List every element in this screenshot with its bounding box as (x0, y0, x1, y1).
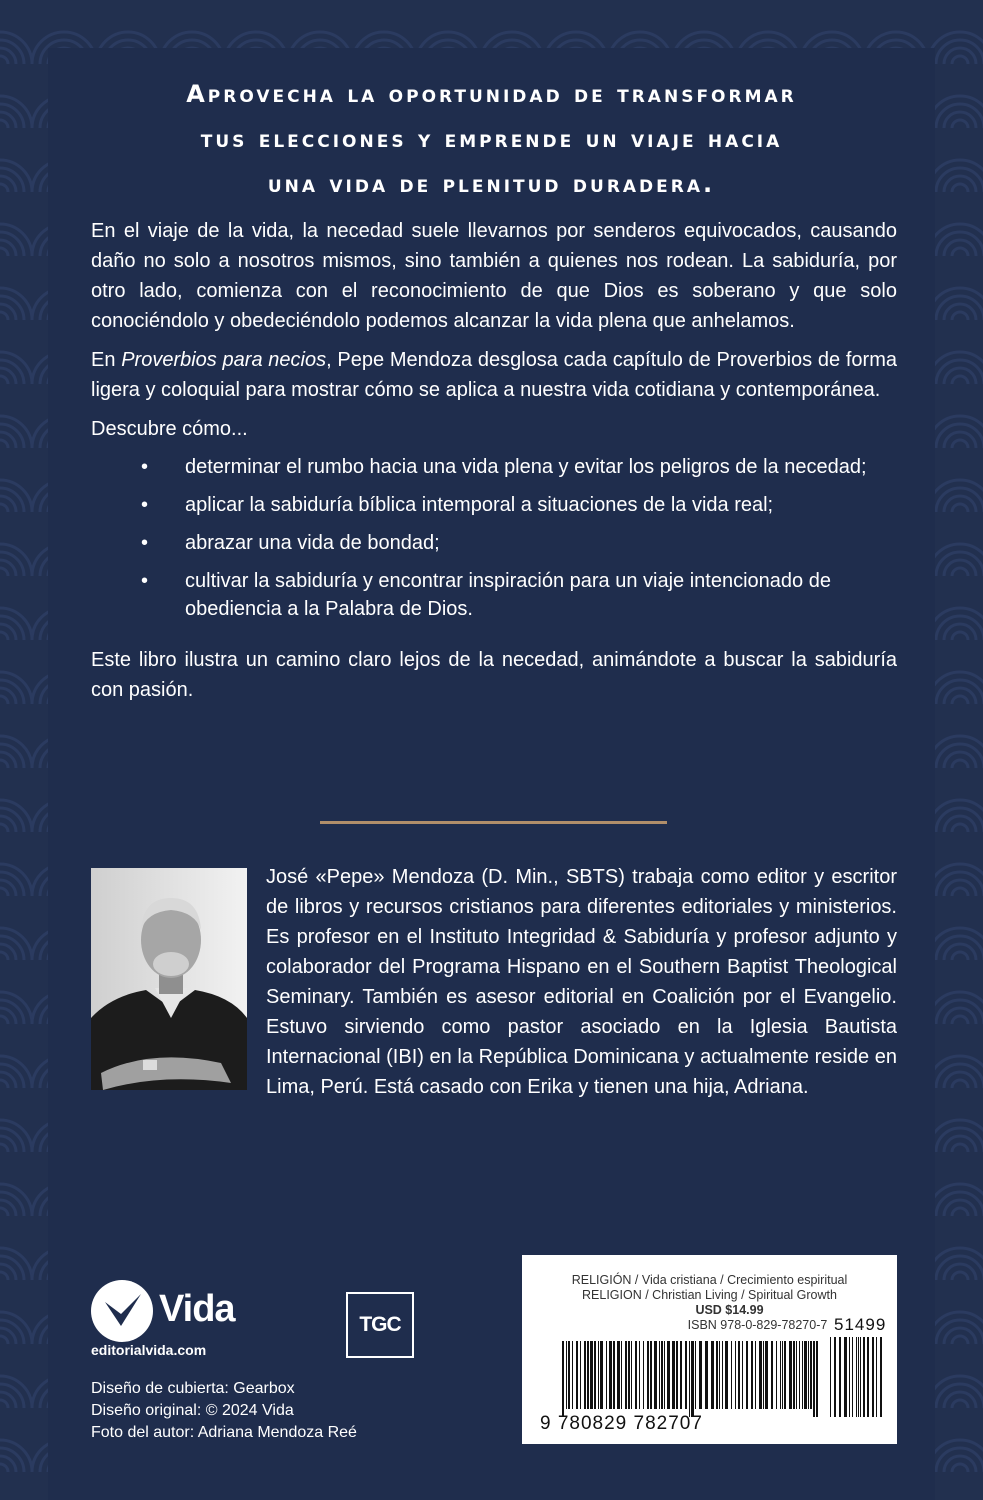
barcode-bar (765, 1341, 768, 1409)
bullet-text: aplicar la sabiduría bíblica intemporal a situaciones de la vida real; (185, 494, 774, 516)
vida-logo-word: Vida (159, 1288, 235, 1330)
barcode-bar (580, 1341, 581, 1409)
barcode-bar (647, 1341, 649, 1409)
credit-cover-design: Diseño de cubierta: Gearbox (91, 1380, 295, 1397)
barcode-bar (600, 1341, 603, 1409)
barcode-bar (711, 1341, 714, 1409)
barcode-bar (780, 1341, 781, 1409)
publisher-url: editorialvida.com (91, 1342, 207, 1358)
barcode-bar (664, 1341, 665, 1409)
barcode-addon-bar (834, 1337, 836, 1417)
barcode-bar (659, 1341, 660, 1409)
pattern-arc (952, 1208, 968, 1216)
pattern-arc (952, 632, 968, 640)
pattern-arc (0, 888, 8, 896)
pattern-arc (0, 440, 8, 448)
price: USD $14.99 (695, 1303, 764, 1317)
pattern-arc (0, 504, 8, 512)
headline-line-1: Aprovecha la oportunidad de transformar (186, 80, 797, 108)
credits (91, 1378, 357, 1444)
discover-heading: Descubre cómo... (91, 418, 248, 440)
headline-line-2: tus elecciones y emprende un viaje hacia (200, 125, 783, 153)
pattern-arc (952, 1464, 968, 1472)
barcode-bar (755, 1341, 756, 1409)
barcode-addon-bar (876, 1337, 877, 1417)
pattern-arc (0, 1016, 8, 1024)
pattern-arc (0, 1336, 8, 1344)
divider-line (320, 821, 667, 824)
barcode-bar (759, 1341, 762, 1409)
headline (48, 72, 935, 207)
barcode-bar (799, 1341, 800, 1409)
isbn: ISBN 978-0-829-78270-7 (687, 1318, 828, 1332)
list-item (91, 491, 897, 519)
pattern-arc (0, 568, 8, 576)
barcode-bar (566, 1341, 567, 1409)
pattern-arc (0, 1144, 8, 1152)
barcode-bar (635, 1341, 637, 1409)
pattern-arc (0, 696, 8, 704)
pattern-arc (952, 1016, 968, 1024)
pattern-arc (952, 568, 968, 576)
book-title-italic: Proverbios para necios (121, 349, 327, 371)
barcode-addon-bar (858, 1337, 859, 1417)
closing-paragraph: Este libro ilustra un camino claro lejos de la necedad, animándote a buscar la sabiduría con pasión. (91, 649, 897, 701)
vida-logo (91, 1280, 251, 1360)
barcode-bar (731, 1341, 732, 1409)
barcode-addon-bar (867, 1337, 869, 1417)
barcode-bar (613, 1341, 615, 1409)
pattern-arc (0, 824, 8, 832)
pattern-arc (952, 1272, 968, 1280)
pattern-arc (952, 952, 968, 960)
vida-check-icon (91, 1280, 153, 1342)
barcode-bar (625, 1341, 627, 1409)
vida-logo-mark (91, 1280, 153, 1342)
bullet-list (91, 453, 897, 623)
barcode-bar (738, 1341, 740, 1409)
pattern-arc (0, 1080, 8, 1088)
barcode-bar (716, 1341, 718, 1409)
barcode-bar (796, 1341, 797, 1409)
bullet-dot: • (141, 494, 149, 516)
pattern-arc (952, 1144, 968, 1152)
barcode-bar (705, 1341, 708, 1409)
pattern-arc (0, 120, 8, 128)
headline-line-3: una vida de plenitud duradera. (267, 170, 716, 198)
barcode-bar (680, 1341, 682, 1409)
barcode-bar (751, 1341, 753, 1409)
barcode-bar (742, 1341, 743, 1409)
barcode-addon-bar (839, 1337, 841, 1417)
barcode-box (522, 1255, 897, 1444)
barcode-bar (802, 1341, 803, 1409)
barcode-bar (699, 1341, 702, 1409)
pattern-arc (0, 184, 8, 192)
credit-original-design: Diseño original: © 2024 Vida (91, 1402, 294, 1419)
paragraph-summary-rest: , Pepe Mendoza desglosa cada capítulo de Proverbios de forma ligera y coloquial para mostrar cómo se aplica a nuestra vida cotidiana y contemporánea. (91, 349, 897, 401)
barcode-bar (568, 1341, 570, 1409)
barcode-bar (735, 1341, 736, 1409)
barcode-bar (695, 1341, 696, 1409)
barcode-bar (784, 1341, 786, 1409)
barcode-bar (771, 1341, 773, 1409)
barcode-bar (722, 1341, 723, 1409)
paragraph-intro: En el viaje de la vida, la necedad suele llevarnos por senderos equivocados, causando daño no solo a nosotros mismos, sino también a quienes nos rodean. La sabiduría, por otro lado, comienza con el reconocimiento de que Dios es soberano y que solo conociéndolo y obedeciéndolo podemos alcanzar la vida plena que anhelamos. (91, 220, 897, 332)
barcode-bar (572, 1341, 573, 1409)
barcode-bar (810, 1341, 812, 1409)
barcode-bar (621, 1341, 622, 1409)
barcode-bar (808, 1341, 809, 1409)
barcode-bar (813, 1341, 815, 1417)
barcode-bar (719, 1341, 720, 1409)
barcode-bar (691, 1341, 694, 1417)
barcode-bar (746, 1341, 748, 1409)
list-item (91, 567, 897, 623)
pattern-arc (0, 632, 8, 640)
pattern-arc (952, 248, 968, 256)
barcode-addon-bar (856, 1337, 857, 1417)
pattern-arc (952, 1080, 968, 1088)
barcode-addon-bar (830, 1337, 831, 1417)
barcode-bar (617, 1341, 620, 1409)
pattern-arc (0, 56, 8, 64)
barcode-bar (804, 1341, 807, 1409)
list-item (91, 453, 897, 481)
paragraph-summary-prefix: En (91, 349, 122, 371)
barcode-bar (594, 1341, 596, 1409)
barcode-bar (661, 1341, 663, 1409)
pattern-arc (952, 1336, 968, 1344)
pattern-arc (952, 696, 968, 704)
pattern-arc (952, 760, 968, 768)
bullet-dot: • (141, 532, 149, 554)
pattern-arc (0, 1272, 8, 1280)
barcode-bar (667, 1341, 670, 1409)
list-item (91, 529, 897, 557)
barcode-bar (643, 1341, 644, 1409)
barcode-addon-bar (872, 1337, 874, 1417)
tgc-logo: TGC (346, 1292, 414, 1358)
pattern-arc (952, 184, 968, 192)
barcode-bar (789, 1341, 792, 1409)
description (91, 216, 897, 714)
pattern-arc (952, 56, 968, 64)
author-portrait-icon (91, 868, 247, 1090)
barcode-bar (598, 1341, 599, 1409)
barcode-addon-bar (844, 1337, 847, 1417)
barcode-bar (725, 1341, 728, 1409)
barcode-bar (584, 1341, 586, 1409)
paragraph-summary (91, 345, 897, 405)
barcode-bar (816, 1341, 818, 1417)
pattern-arc (0, 1400, 8, 1408)
author-bio: José «Pepe» Mendoza (D. Min., SBTS) trabaja como editor y escritor de libros y recursos cristianos para diferentes editoriales y ministerios. Es profesor en el Instituto Integridad & Sabiduría y profesor adjunto y colaborador del Programa Hispano en el Southern Baptist Theological Seminary. También es asesor editorial en Coalición por el Evangelio. Estuvo sirviendo como pastor asociado en la Iglesia Bautista Internacional (IBI) en la República Dominicana y actualmente reside en Lima, Perú. Está casado con Erika y tienen una hija, Adriana. (266, 866, 897, 1098)
bullet-text: abrazar una vida de bondad; (185, 532, 440, 554)
barcode-bar (650, 1341, 652, 1409)
barcode-bar (631, 1341, 632, 1409)
barcode-addon-bar (863, 1337, 865, 1417)
barcode-bar (676, 1341, 678, 1409)
pattern-arc (0, 248, 8, 256)
barcode-bar (685, 1341, 687, 1409)
barcode-bar (562, 1341, 564, 1417)
pattern-arc (0, 376, 8, 384)
barcode-bar (689, 1341, 690, 1417)
barcode-bar (609, 1341, 612, 1409)
barcode-bar (763, 1341, 764, 1409)
pattern-arc (952, 1400, 968, 1408)
barcode-bar (776, 1341, 777, 1409)
category-spanish: RELIGIÓN / Vida cristiana / Crecimiento espiritual (571, 1273, 848, 1287)
barcode-bar (782, 1341, 783, 1409)
pattern-arc (0, 1208, 8, 1216)
barcode-bar (590, 1341, 593, 1409)
pattern-arc (952, 312, 968, 320)
pattern-arc (952, 120, 968, 128)
barcode-ean-digits: 9 780829 782707 (540, 1413, 703, 1434)
barcode-bar (639, 1341, 640, 1409)
barcode-addon-bar (852, 1337, 853, 1417)
pattern-arc (0, 1464, 8, 1472)
barcode-addon-bar (849, 1337, 850, 1417)
credit-author-photo: Foto del autor: Adriana Mendoza Reé (91, 1424, 357, 1441)
barcode-bar (587, 1341, 589, 1409)
barcode-addon-digits: 51499 (834, 1315, 887, 1334)
bullet-text: cultivar la sabiduría y encontrar inspiración para un viaje intencionado de obediencia a la Palabra de Dios. (185, 570, 831, 620)
barcode-bar (793, 1341, 795, 1409)
pattern-arc (952, 888, 968, 896)
barcode-bar (672, 1341, 675, 1409)
category-english: RELIGION / Christian Living / Spiritual Growth (582, 1288, 837, 1302)
barcode-bar (654, 1341, 657, 1409)
barcode-bar (628, 1341, 630, 1409)
bullet-dot: • (141, 570, 149, 592)
author-photo (91, 868, 247, 1090)
barcode-bar (576, 1341, 578, 1409)
pattern-arc (0, 760, 8, 768)
bullet-dot: • (141, 456, 149, 478)
pattern-arc (952, 824, 968, 832)
barcode-bar (606, 1341, 607, 1409)
bullet-text: determinar el rumbo hacia una vida plena y evitar los peligros de la necedad; (185, 456, 867, 478)
pattern-arc (952, 504, 968, 512)
pattern-arc (952, 376, 968, 384)
barcode-addon-bar (880, 1337, 882, 1417)
pattern-arc (952, 440, 968, 448)
barcode-addon-bar (860, 1337, 861, 1417)
pattern-arc (0, 312, 8, 320)
pattern-arc (0, 952, 8, 960)
